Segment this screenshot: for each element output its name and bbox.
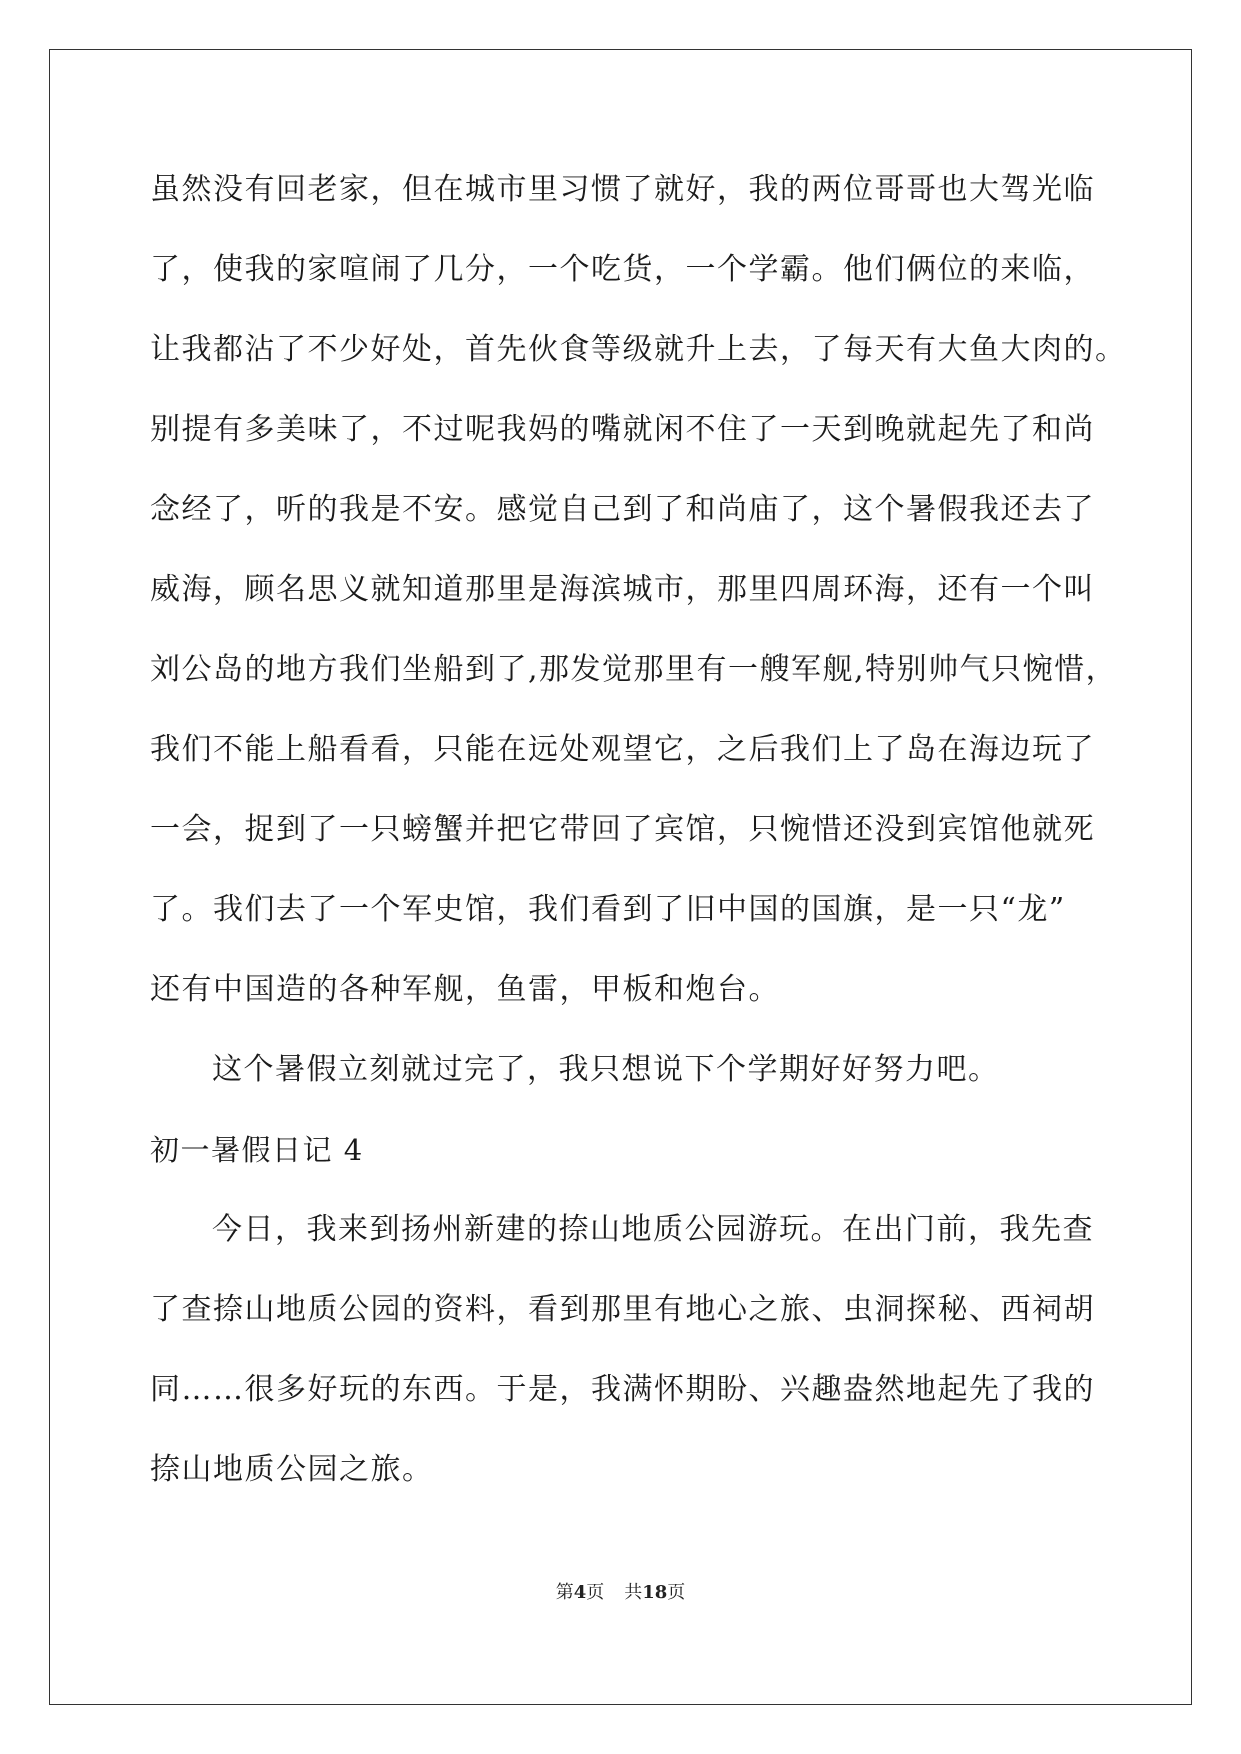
text-line: 威海，顾名思义就知道那里是海滨城市，那里四周环海，还有一个叫 <box>150 572 1095 607</box>
text-line: 刘公岛的地方我们坐船到了,那发觉那里有一艘军舰,特别帅气只惋惜， <box>150 652 1118 687</box>
document-body <box>150 150 1127 1510</box>
text-line: 同……很多好玩的东西。于是，我满怀期盼、兴趣盎然地起先了我的 <box>150 1372 1095 1407</box>
section-heading: 初一暑假日记 4 <box>150 1133 364 1167</box>
text-line: 还有中国造的各种军舰，鱼雷，甲板和炮台。 <box>150 972 780 1007</box>
text-line: 别提有多美味了，不过呢我妈的嘴就闲不住了一天到晚就起先了和尚 <box>150 412 1095 447</box>
text-line: 了查捺山地质公园的资料，看到那里有地心之旅、虫洞探秘、西祠胡 <box>150 1292 1095 1327</box>
paragraph-line: 今日，我来到扬州新建的捺山地质公园游玩。在出门前，我先查 <box>212 1212 1094 1247</box>
total-pages: 18 <box>642 1582 668 1603</box>
text-line: 了，使我的家喧闹了几分，一个吃货，一个学霸。他们俩位的来临， <box>150 252 1095 287</box>
total-suffix: 页 <box>667 1582 686 1603</box>
text-line: 念经了，听的我是不安。感觉自己到了和尚庙了，这个暑假我还去了 <box>150 492 1095 527</box>
text-line: 捺山地质公园之旅。 <box>150 1452 434 1487</box>
total-prefix: 共 <box>624 1582 643 1603</box>
paragraph-line: 这个暑假立刻就过完了，我只想说下个学期好好努力吧。 <box>212 1052 1000 1087</box>
page-footer <box>0 1578 1241 1604</box>
text-line: 虽然没有回老家，但在城市里习惯了就好，我的两位哥哥也大驾光临 <box>150 172 1095 207</box>
page-number: 4 <box>573 1582 587 1603</box>
page-suffix: 页 <box>586 1582 605 1603</box>
page-prefix: 第 <box>555 1582 574 1603</box>
text-line: 我们不能上船看看，只能在远处观望它，之后我们上了岛在海边玩了 <box>150 732 1095 767</box>
text-line: 了。我们去了一个军史馆，我们看到了旧中国的国旗，是一只“龙” <box>150 892 1066 927</box>
text-line: 让我都沾了不少好处，首先伙食等级就升上去，了每天有大鱼大肉的。 <box>150 332 1127 367</box>
text-line: 一会，捉到了一只螃蟹并把它带回了宾馆，只惋惜还没到宾馆他就死 <box>150 812 1095 847</box>
